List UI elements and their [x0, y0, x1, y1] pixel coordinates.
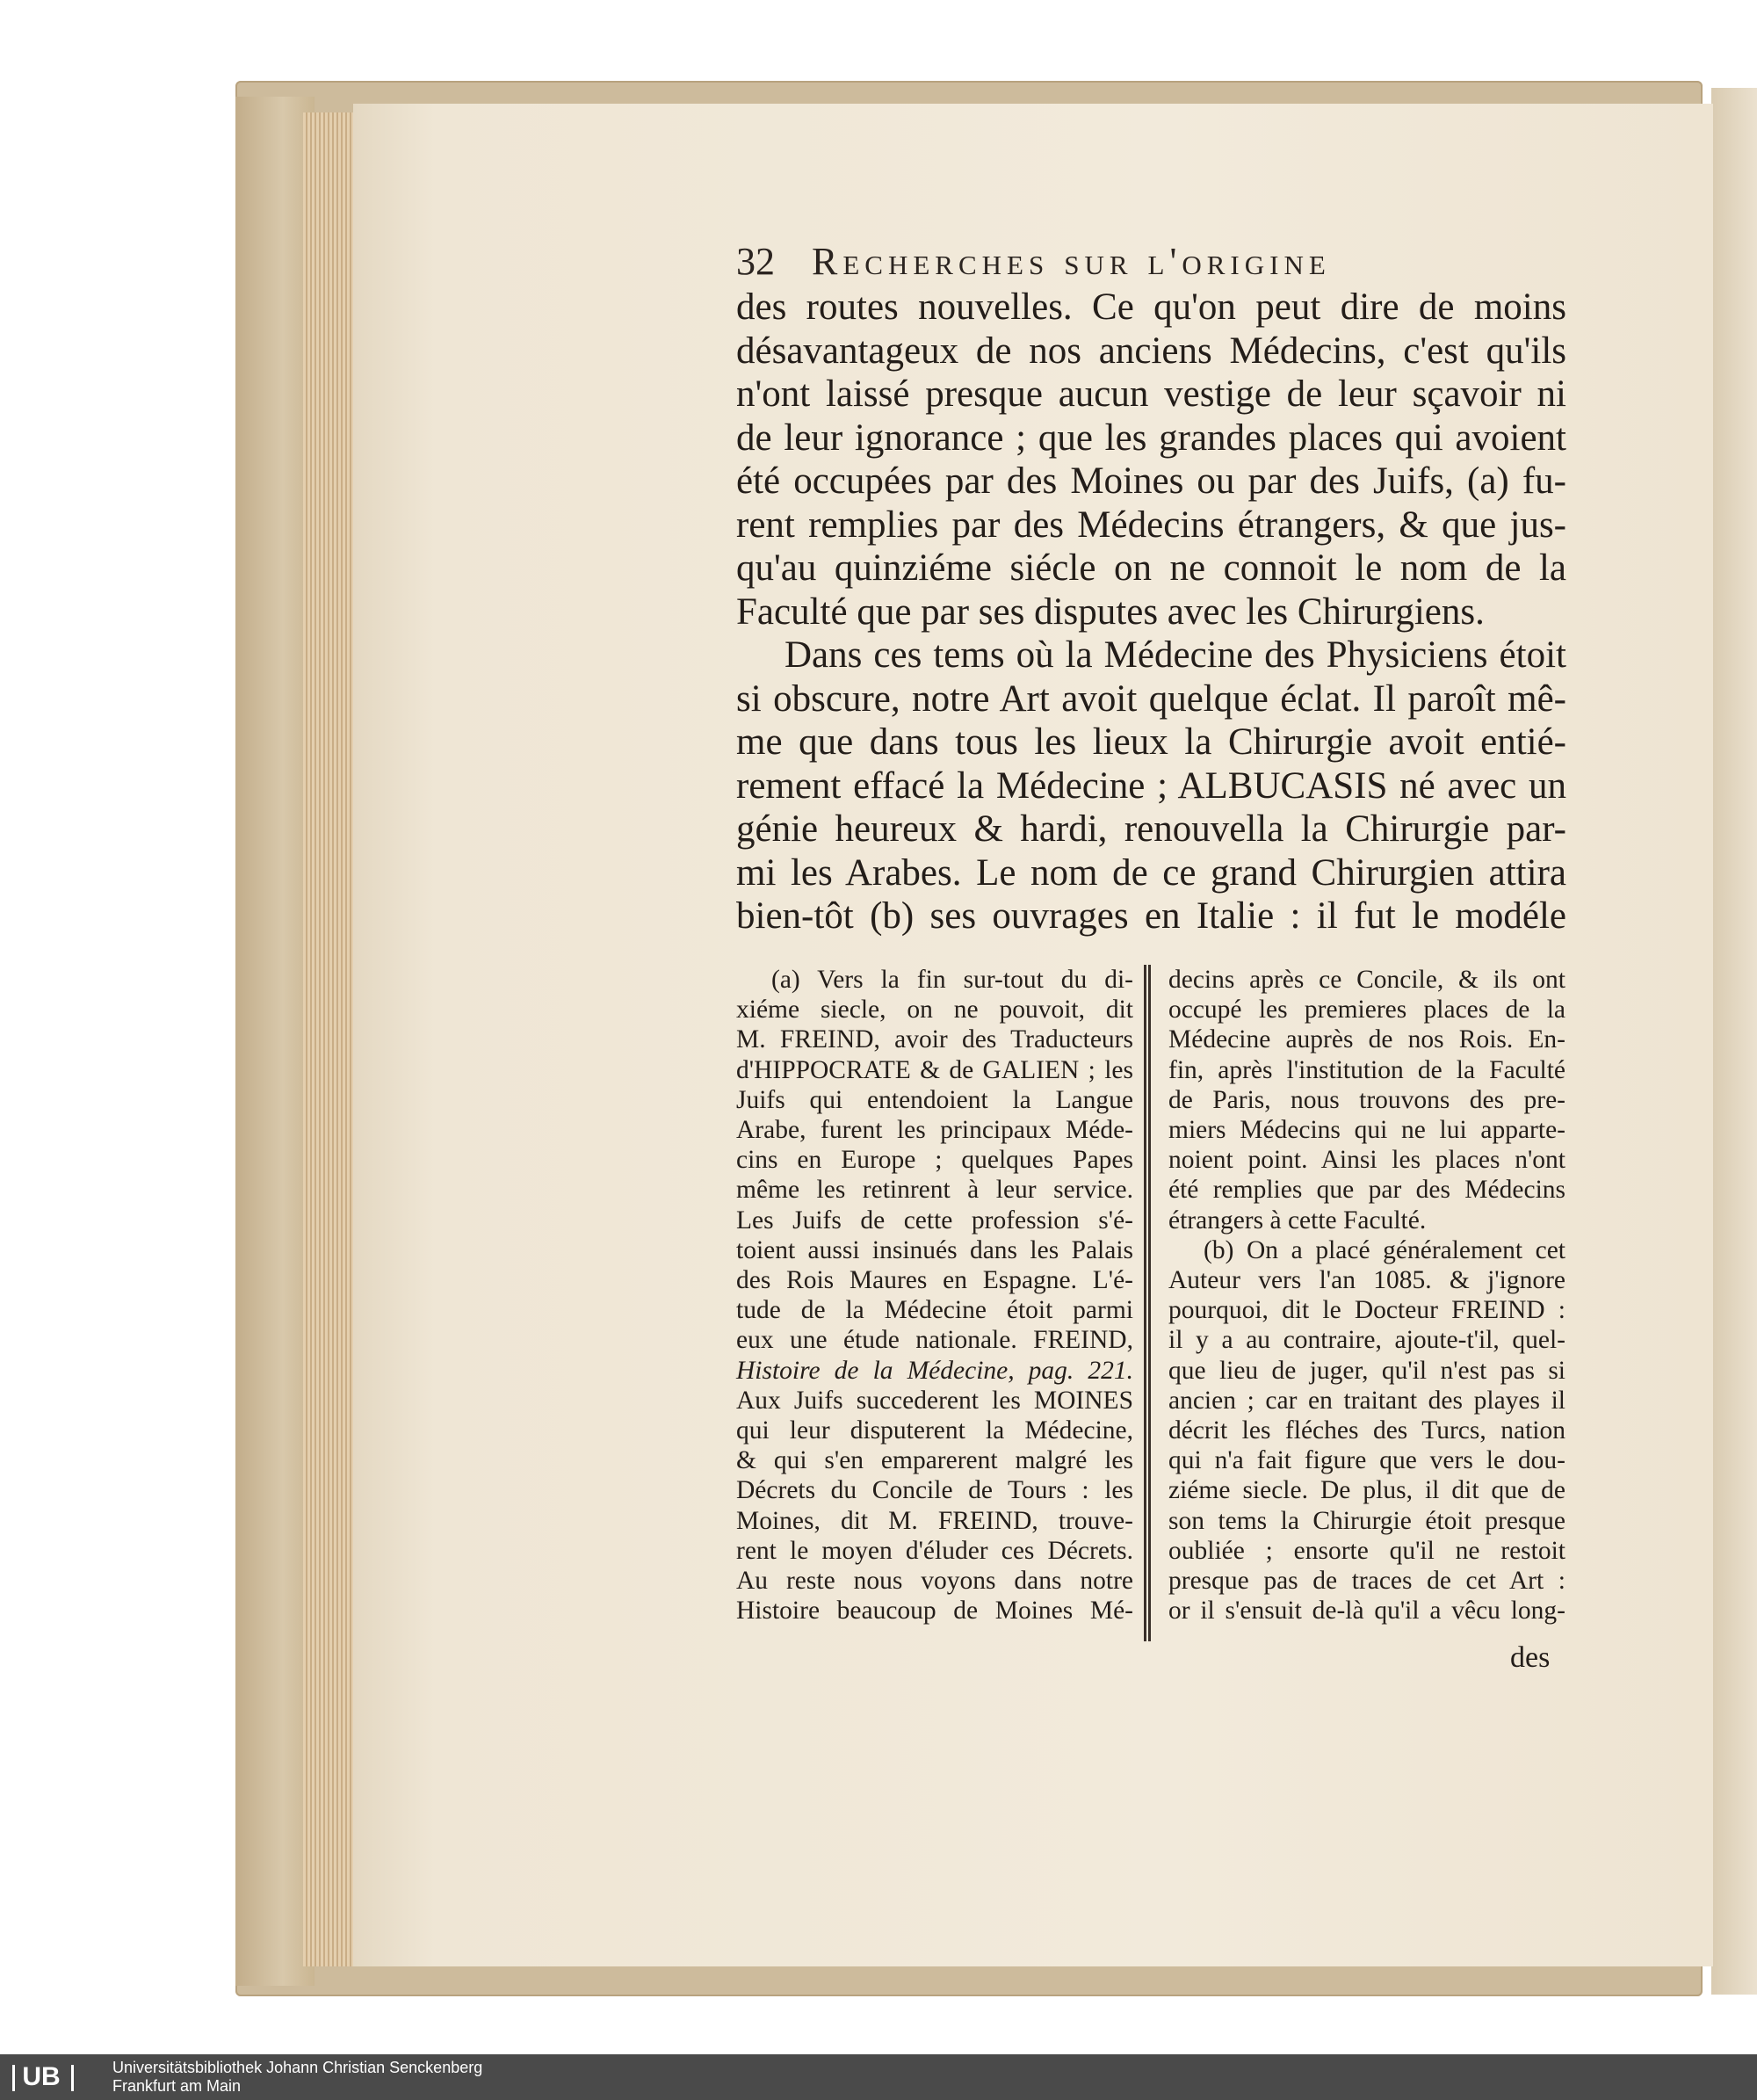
ub-logo-text: UB — [22, 2062, 61, 2091]
body-line: rent remplies par des Médecins étrangers, & que jus- — [736, 503, 1566, 546]
footnote-line: ziéme siecle. De plus, il dit que de — [1168, 1476, 1565, 1505]
footnote-line: cins en Europe ; quelques Papes — [736, 1146, 1133, 1175]
footnote-line: des Rois Maures en Espagne. L'é- — [736, 1266, 1133, 1295]
body-line: mi les Arabes. Le nom de ce grand Chirurgien attira — [736, 851, 1566, 894]
footnote-column-right — [1168, 965, 1565, 1626]
footnote-line: qui n'a fait figure que vers le dou- — [1168, 1446, 1565, 1475]
footnote-line: Au reste nous voyons dans notre — [736, 1567, 1133, 1596]
footnote-line: Aux Juifs succederent les MOINES — [736, 1386, 1133, 1415]
library-footer-bar — [0, 2054, 1757, 2100]
body-line: Faculté que par ses disputes avec les Chirurgiens. — [736, 590, 1485, 633]
footnote-line: même les retinrent à leur service. — [736, 1176, 1133, 1205]
body-line: n'ont laissé presque aucun vestige de leur sçavoir ni — [736, 373, 1566, 415]
body-line: été occupées par des Moines ou par des Juifs, (a) fu- — [736, 460, 1566, 502]
footnote-line: rent le moyen d'éluder ces Décrets. — [736, 1536, 1133, 1565]
footnote-line: Médecine auprès de nos Rois. En- — [1168, 1025, 1565, 1054]
footnote-line: d'HIPPOCRATE & de GALIEN ; les — [736, 1055, 1133, 1084]
footnote-line: que lieu de juger, qu'il n'est pas si — [1168, 1356, 1565, 1385]
logo-divider — [71, 2065, 74, 2091]
footnote-line: xiéme siecle, on ne pouvoit, dit — [736, 996, 1133, 1025]
library-name — [112, 2059, 482, 2096]
footnote-line: Juifs qui entendoient la Langue — [736, 1085, 1133, 1114]
footnote-line: toient aussi insinués dans les Palais — [736, 1235, 1133, 1264]
footnote-line: tude de la Médecine étoit parmi — [736, 1296, 1133, 1325]
footnote-line: eux une étude nationale. FREIND, — [736, 1326, 1133, 1355]
footnote-line: été remplies que par des Médecins — [1168, 1176, 1565, 1205]
body-line: Dans ces tems où la Médecine des Physiciens étoit — [785, 634, 1566, 676]
footnote-line: Décrets du Concile de Tours : les — [736, 1476, 1133, 1505]
body-line: rement effacé la Médecine ; ALBUCASIS né avec un — [736, 764, 1566, 807]
footnote-line: noient point. Ainsi les places n'ont — [1168, 1146, 1565, 1175]
footnote-line: decins après ce Concile, & ils ont — [1168, 966, 1565, 994]
library-name-line2: Frankfurt am Main — [112, 2077, 242, 2095]
footnote-line: presque pas de traces de cet Art : — [1168, 1567, 1565, 1596]
catchword: des — [1510, 1641, 1551, 1674]
facing-page-edge — [1711, 88, 1757, 1995]
footnote-line: (a) Vers la fin sur-tout du di- — [771, 966, 1133, 994]
body-line: désavantageux de nos anciens Médecins, c'est qu'ils — [736, 329, 1566, 372]
footnote-line: de Paris, nous trouvons des pre- — [1168, 1085, 1565, 1114]
running-title: Recherches sur l'origine — [812, 240, 1331, 283]
page-number: 32 — [736, 240, 775, 283]
footnote-line: M. FREIND, avoir des Traducteurs — [736, 1025, 1133, 1054]
footnote-line: or il s'ensuit de-là qu'il a vêcu long- — [1168, 1597, 1565, 1626]
footnote-line: Histoire beaucoup de Moines Mé- — [736, 1597, 1133, 1626]
footnote-line: qui leur disputerent la Médecine, — [736, 1416, 1133, 1445]
footnote-line: il y a au contraire, ajoute-t'il, quel- — [1168, 1326, 1565, 1355]
footnote-line: Arabe, furent les principaux Méde- — [736, 1116, 1133, 1145]
body-line: qu'au quinziéme siécle on ne connoit le nom de la — [736, 547, 1566, 589]
page-edges — [303, 112, 354, 1966]
footnote-line: fin, après l'institution de la Faculté — [1168, 1055, 1565, 1084]
footnote-column-left — [736, 965, 1133, 1626]
footnote-line: pourquoi, dit le Docteur FREIND : — [1168, 1296, 1565, 1325]
body-line: des routes nouvelles. Ce qu'on peut dire de moins — [736, 286, 1566, 328]
logo-divider — [12, 2065, 15, 2091]
body-line: de leur ignorance ; que les grandes places qui avoient — [736, 416, 1566, 459]
footnote-line: Moines, dit M. FREIND, trouve- — [736, 1506, 1133, 1535]
footnote-line: étrangers à cette Faculté. — [1168, 1206, 1427, 1235]
library-name-line1: Universitätsbibliothek Johann Christian Senckenberg — [112, 2059, 483, 2076]
footnote-line: Auteur vers l'an 1085. & j'ignore — [1168, 1266, 1565, 1295]
footnote-column-rule — [1144, 965, 1151, 1641]
footnote-line: (b) On a placé généralement cet — [1204, 1235, 1565, 1264]
body-line: me que dans tous les lieux la Chirurgie avoit entié- — [736, 721, 1566, 763]
footnote-line: son tems la Chirurgie étoit presque — [1168, 1506, 1565, 1535]
body-line: si obscure, notre Art avoit quelque éclat. Il paroît mê- — [736, 677, 1566, 720]
footnote-line: Les Juifs de cette profession s'é- — [736, 1206, 1133, 1235]
body-text — [736, 286, 1566, 938]
footnote-line: ancien ; car en traitant des playes il — [1168, 1386, 1565, 1415]
body-line: génie heureux & hardi, renouvella la Chirurgie par- — [736, 808, 1566, 850]
footnote-line: occupé les premieres places de la — [1168, 996, 1565, 1025]
ub-logo — [9, 2061, 102, 2093]
footnote-line: & qui s'en emparerent malgré les — [736, 1446, 1133, 1475]
footnote-line: Histoire de la Médecine, pag. 221. — [736, 1356, 1133, 1385]
footnote-line: décrit les fléches des Turcs, nation — [1168, 1416, 1565, 1445]
footnote-line: miers Médecins qui ne lui apparte- — [1168, 1116, 1565, 1145]
footnote-line: oubliée ; ensorte qu'il ne restoit — [1168, 1536, 1565, 1565]
body-line: bien-tôt (b) ses ouvrages en Italie : il fut le modéle — [736, 895, 1566, 937]
running-head — [736, 239, 1562, 292]
